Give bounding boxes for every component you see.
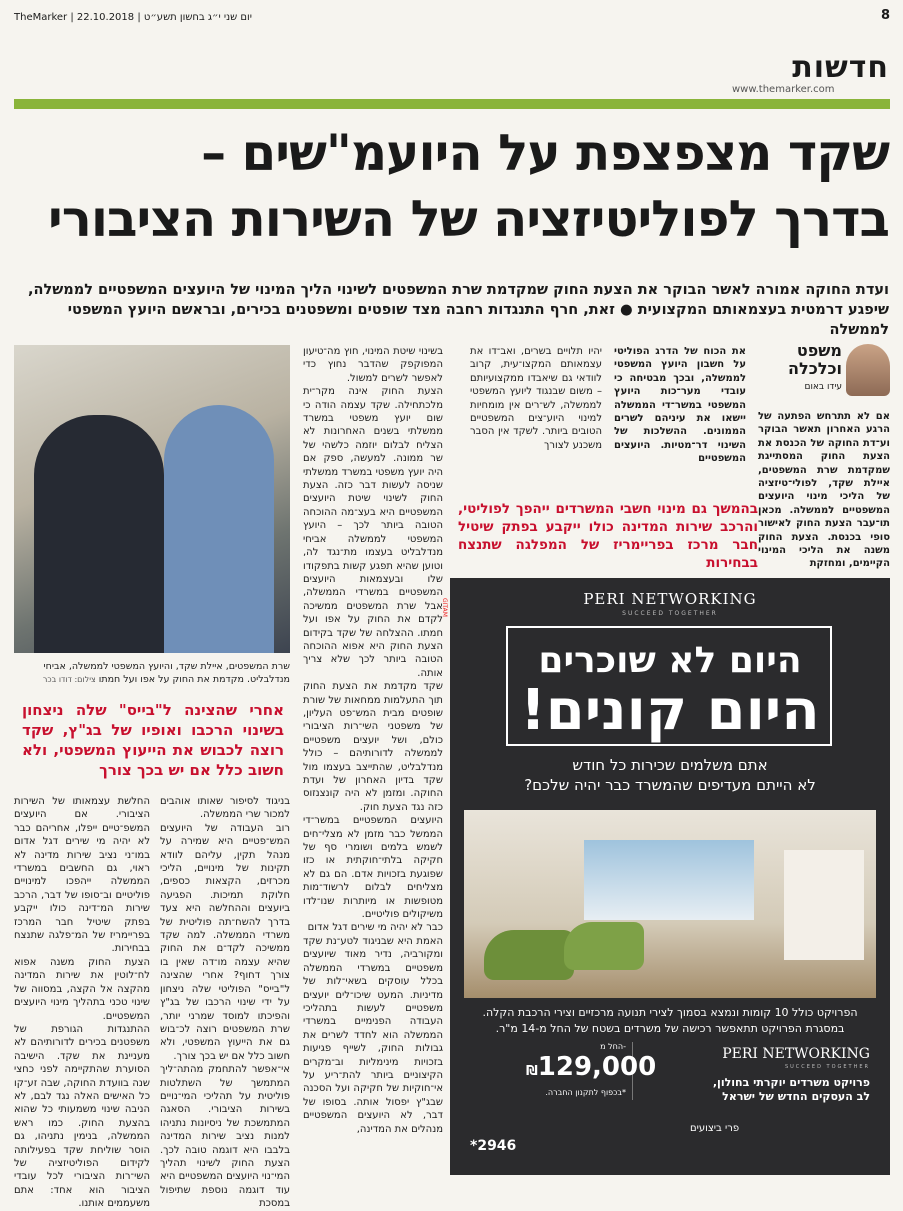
subhead-line-2: שיפגע דרמטית בעצמאותם המקצועית ● זאת, חרף התנגדות רחבה מצד שופטים ומשפטנים בכירים, ובראשם היועץ המשפטי לממשלה (67, 302, 889, 338)
ad-price-note: *בכפוף לתקנון החברה. (545, 1088, 626, 1097)
ad-developer-logo: פרי ביצועים (690, 1123, 740, 1134)
section-url[interactable]: www.themarker.com (732, 84, 835, 95)
subhead-line-1: ועדת החוקה אמורה לאשר הבוקר את הצעת החוק שמקדמת שרת המשפטים לשינוי הליך המינוי של היועצים המשפטיים לממשלה, (27, 282, 889, 298)
photo-figure-left (34, 415, 164, 653)
page-number: 8 (880, 8, 890, 23)
photo-credit: צילום: דודו בכר (42, 675, 96, 684)
headline (13, 120, 889, 252)
article-col-5: החלשת עצמאותו של השירות הציבורי. אם היועצים המשפ־טיים ייפלו, אחריהם כבר לא יהיה מי שירים דגל אדום במו־ני נציב שירות מדינה לא ראוי, גם החשבים במשרדי הממשלה ייהפכו למינויים פוליטיים וב־סופו של דבר, הרכב שירות המ־דינה כולו ייקבע בפתק שיטיל חבר המרכז בפריימריז של המ־פלגה שתנצח בבחירות. הצעת החוק משנה אפוא לח־לוטין את שירות המדינה מהקצה אל הקצה, במסווה של שינוי טכני בתהליך מינוי היועצים המשפטיים. ההתנגדות הגורפת של משפטנים בכירים לדורותיהם לא מעניינת את שקד. הישיבה הסוערת שהתקיימה לפני כחצי שנה בוועדת החוקה, שבה זע־קו כל האישים האלה נגד לבם, לא הניבה שינוי משמעותי כל שהוא בהצעת החוק. כמו ראש הממשלה, בנימין נתניהו, גם הוסר שוליחת שקד בפעילותה לקידום הפוליטיזציה של השי־רות הציבורי לכל עובדי הציבור הוא אחד: אתם משעממים אותנו. (14, 796, 150, 1210)
ad-price-box (522, 1042, 657, 1100)
ad-tagline: SUCCEED TOGETHER (622, 610, 718, 617)
ad-phone-code[interactable]: *2946 (470, 1138, 517, 1154)
headline-line-1: שקד מצפצפת על היועמ"שים – (201, 124, 889, 182)
masthead-info: TheMarker | 22.10.2018 | יום שני י״ג בחשון תשע״ט (14, 12, 253, 23)
ad-price-value: 129,000 (537, 1052, 657, 1082)
section-title: חדשות (792, 50, 889, 85)
ad-headline-1: היום לא שוכרים (538, 640, 802, 681)
article-col-4: בניגוד לסיפור שאותו אוהבים למכור שרי הממשלה. רוב העבודה של היועצים המש־פטיים היא שמירה על מנהל תקין, עליהם לוודא תקינות של מינויים, הליכי מכרזים, הקצאות כספים, חלוקת תמיכות. הפגיעה ביועצים וההחלשה היא צעד בדרך להשח־תה פוליטית של משרדי הממשלה. למה שקד ממשיכה לקד־ם את החוק שהיא עצמה מו־דה שאין בו צורך דחוף? אחרי שהצינה ל"בייס" הפוליטי שלה ניצחון על ידי שינוי הרכבו של בג"ץ והפיכתו למוסד שמרני יותר, שרת המשפטים רוצה לכ־בוש גם את הייעוץ המשפטי, ולא חשוב כלל אם יש בכך צורך. אי־אפשר להתחמק מהתה־ליך המתמשך של השתלטות פוליטית על תהליכי המי־נויים בשירות הציבורי. הסאגה המתמשכת של ניסיונות נתניהו למנות נציב שירות המדינה בלבבו היא דוגמה טובה לכך. הצעת החוק לשינוי תהליך המי־נוי היועצים המשפטיים היא עוד דוגמה נוספת שתיפול במסכת (160, 796, 290, 1210)
photo-caption-text: שרת המשפטים, איילת שקד, והיועץ המשפטי לממשלה, אביחי מנדלבליט. מקדמת את החוק על אפו ועל חמתו (43, 661, 290, 685)
ad-agency-mark: GITAM (441, 598, 448, 617)
author-block (758, 342, 890, 400)
advertisement[interactable] (441, 578, 890, 1175)
ad-brand: PERI NETWORKING (583, 590, 757, 608)
ad-office-image (464, 810, 876, 998)
ad-text-1: הפרויקט כולל 10 קומות ונמצא בסמוך לצירי תנועה מרכזיים וצירי הרכבת הקלה. (482, 1006, 858, 1019)
ad-price-from: החל מ- (600, 1042, 626, 1051)
ad-tagline-bottom: SUCCEED TOGETHER (784, 1064, 870, 1070)
subhead (13, 280, 889, 340)
pull-quote-2: אחרי שהצינה ל"בייס" שלה ניצחון בשינוי הרכבו ואופיו של בג"ץ, שקד רוצה לכבוש את הייעוץ המשפטי, ולא חשוב כלל אם יש בכך צורך (22, 701, 284, 779)
ad-project-line-1: פרויקט משרדים יוקרתי בחולון, (712, 1076, 870, 1089)
ad-price (526, 1052, 656, 1082)
author-name: עידו באום (804, 382, 842, 392)
article-photo (14, 345, 290, 653)
office-window (584, 840, 754, 920)
office-chair (484, 930, 574, 980)
article-col-3: בשינוי שיטת המינוי, חוץ מה־טיעון המפוקפק שהדבר נחוץ כדי לאפשר לשרים למשול. הצעת החוק אינה מקר־ית מלכתחילה. שקד עצמה הודה כי שום יועץ משפטי במשרד ממשלתי בשנים האחרונות לא הצליח לבלום יוזמה כלשהי של שר ממונה. למעשה, ספק אם היה יועץ משפטי במשרד ממשלתי שניסה לעשות דבר כזה. הצעת החוק לשינוי שיטת היועצים המשפטיים היא בעצ־מה ההוכחה הטובה ביותר לכך – היועץ המשפטי לממשלה אביחי מנדלבליט בעצמו מת־נגד לה, וטוען שהיא תפגע קשות בתפקודו שלו ובעצמאות היועצים המשפטיים במשרדי הממשלה, אבל שרת המשפטים ממשיכה לקדם את החוק על אפו ועל חמתו. ההצלחה של שקד בקידום הצעת החוק היא אפוא ההוכחה הטובה ביותר לכך שלא צריך אותה. שקד מקדמת את הצעת החוק תוך התעלמות ממחאות של שורת שופטים מבית המש־פט העליון, של משפטני השי־רות הציבורי כולם, ושל יועצים משפטיים לממשלה לדורותיהם – כולל מנדלבליט, שהתייצב בעצמו מול שקד בדיון האחרון של ועדת החוקה. ומזמן לא היה קונצנזוס כזה נגד הצעת חוק. היועצים המשפטיים במשר־די הממשל כבר מזמן לא מצלי־חים לשמש בלמים ושומרי סף של חקיקה בלתי־חוקתית או כזו שפוגעת בזכויות אדם. הם גם לא מצליחים לבלום לרשוד־מות מטופשות או מיותרות שנו־לדו משיקולים פוליטיים. כבר לא יהיה מי שירים דגל אדום האמת היא שבניגוד לטע־נת שקד ומקורביה, נדיר מאוד שיועצים משפטיים במשרדי הממשלה בכלל עוסקים בשאי־לות של מדיניות. המעט שיכו־לים יועצים משפטיים לעשות בתהליכי העבודה הפנימיים במשרדי הממשלה הוא לחדד לשרים את גבולות החוק, לשייף פגיעות בזכויות מינימליות וב־מקרים הקיצוניים ביותר להת־ריע על אי־חוקיות של חקיקה ועל הסכנה שבג"ץ יפסול אותה. בסופו של דבר, לא היועצים המשפטיים מנהלים את המדינה, (303, 346, 443, 1135)
ad-text-2: במסגרת הפרויקט תתאפשר רכישה של משרדים בשטח של החל מ-14 מ"ר. (495, 1022, 845, 1035)
ad-currency: ₪ (526, 1064, 538, 1079)
pull-quote-1: בהמשך גם מינוי חשבי המשרדים ייהפך לפוליטי, והרכב שירות המדינה כולו ייקבע בפתק שיטיל חבר מרכז בפריימריז של המפלגה שתנצח בבחירות (458, 501, 758, 571)
article-col-1: את הכוח של הדרג הפוליטי על חשבון היועץ המשפטי לממשלה, ובכך מבטיחה כי עובדי מער־כות היועץ המשפטי במשר־די הממשלה יישאו את עיניהם לשרים הממונים. ההשלכות של השינוי דר־מטיות. היועצים המשפטיים (614, 346, 746, 465)
article-lede: אם לא תתרחש הפתעה של הרגע האחרון תאשר הבוקר וע־דת החוקה של הכנסת את הצעת החוק המסתייגת שמקדמת שרת המשפטים, איילת שקד, לפולי־טיזציה של הליכי מינוי היועצים המשפטיים לממשלה. מכאן תו־עבר הצעת החוק לאישור סופי בכנסת. הצעת החוק משנה את הליכי המינוי הקיימים, ומחזקת (758, 411, 890, 570)
ad-subline-1: אתם משלמים שכירות כל חודש (572, 756, 768, 774)
photo-figure-right (164, 405, 274, 653)
office-shelf (784, 850, 864, 960)
headline-line-2: בדרך לפוליטיזציה של השירות הציבורי (48, 190, 889, 248)
photo-caption (14, 660, 290, 686)
top-bar (14, 8, 890, 30)
author-column-title: משפט וכלכלה (788, 341, 842, 378)
office-chair (564, 922, 644, 970)
author-avatar (846, 344, 890, 396)
article-col-2: יהיו תלויים בשרים, ואב־דו את עצמאותם המקצו־עית, קרוב לוודאי גם שיאבדו ממקצועיותם – משום שבנגוד ליועץ המשפטי לממשלה, לש־רים אין מומחיות למינוי היוע־צים המשפטיים הטובים ביותר. לשקד אין הסבר משכנע לצורך (470, 346, 602, 451)
ad-headline-2: היום קונים! (520, 678, 820, 743)
ad-brand-bottom: PERI NETWORKING (722, 1046, 870, 1062)
section-divider (14, 99, 890, 109)
ad-subline-2: לא הייתם מעדיפים שהמשרד כבר יהיה שלכם? (524, 776, 816, 794)
ad-project-line-2: לב העסקים החדש של ישראל (722, 1090, 870, 1103)
